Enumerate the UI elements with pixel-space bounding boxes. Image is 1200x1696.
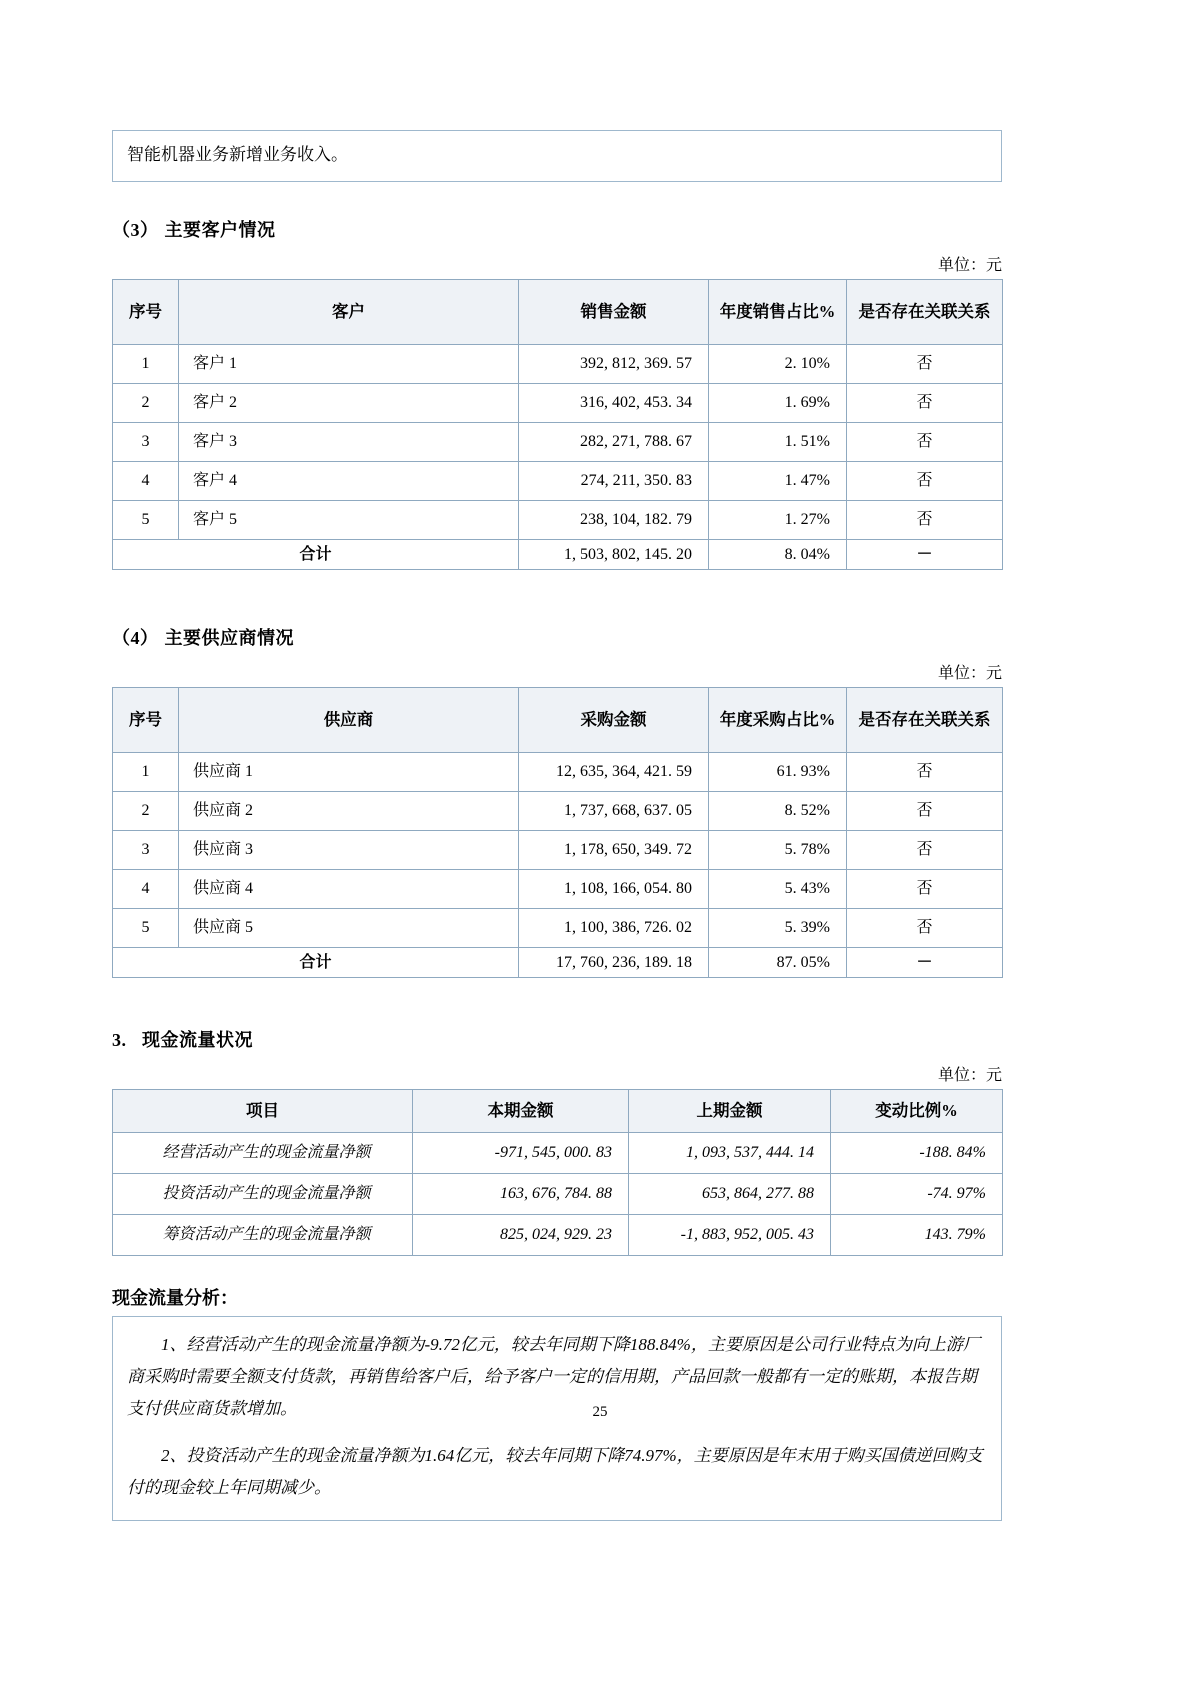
table-row — [113, 461, 1003, 500]
note-text: 智能机器业务新增业务收入。 — [127, 145, 348, 164]
table-row — [113, 869, 1003, 908]
suppliers-unit: 单位：元 — [937, 664, 1002, 682]
cell-previous: 1, 093, 537, 444. 14 — [629, 1132, 831, 1173]
table-row — [113, 1214, 1003, 1255]
cell-related: 否 — [847, 869, 1003, 908]
cell-customer: 客户 4 — [179, 461, 519, 500]
table-row — [113, 1173, 1003, 1214]
heading-customers-number: （3） — [112, 219, 159, 240]
cell-customer: 客户 1 — [179, 344, 519, 383]
cell-supplier: 供应商 4 — [179, 869, 519, 908]
cell-related: 否 — [847, 422, 1003, 461]
cell-change: -188. 84% — [831, 1132, 1003, 1173]
heading-suppliers — [112, 624, 1002, 650]
col-header-ratio: 年度采购占比% — [709, 687, 847, 752]
cell-previous: -1, 883, 952, 005. 43 — [629, 1214, 831, 1255]
analysis-paragraph: 1、经营活动产生的现金流量净额为-9.72亿元，较去年同期下降188.84%，主要原因是公司行业特点为向上游厂商采购时需要全额支付货款，再销售给客户后，给予客户一定的信用期，产品回款一般都有一定的账期，本报告期支付供应商货款增加。 — [127, 1334, 980, 1419]
cell-amount: 238, 104, 182. 79 — [519, 500, 709, 539]
cell-customer: 客户 5 — [179, 500, 519, 539]
note-box — [112, 130, 1002, 182]
cell-no: 1 — [113, 344, 179, 383]
col-header-amount: 销售金额 — [519, 279, 709, 344]
analysis-title: 现金流量分析： — [112, 1287, 238, 1308]
cell-ratio: 5. 43% — [709, 869, 847, 908]
col-header-item: 项目 — [113, 1089, 413, 1132]
table-total-row — [113, 539, 1003, 569]
cell-related: 否 — [847, 752, 1003, 791]
table-row — [113, 1132, 1003, 1173]
cell-amount: 316, 402, 453. 34 — [519, 383, 709, 422]
cell-no: 1 — [113, 752, 179, 791]
cell-no: 5 — [113, 908, 179, 947]
table-row — [113, 791, 1003, 830]
cell-supplier: 供应商 3 — [179, 830, 519, 869]
cell-ratio: 5. 39% — [709, 908, 847, 947]
cell-item: 经营活动产生的现金流量净额 — [113, 1132, 413, 1173]
cell-total-amount: 1, 503, 802, 145. 20 — [519, 539, 709, 569]
cell-change: -74. 97% — [831, 1173, 1003, 1214]
table-header-row — [113, 687, 1003, 752]
table-row — [113, 830, 1003, 869]
cell-no: 3 — [113, 422, 179, 461]
heading-suppliers-title: 主要供应商情况 — [164, 627, 294, 648]
cell-no: 2 — [113, 383, 179, 422]
cell-item: 筹资活动产生的现金流量净额 — [113, 1214, 413, 1255]
heading-cashflow-number: 3. — [112, 1029, 127, 1050]
col-header-no: 序号 — [113, 687, 179, 752]
cell-current: -971, 545, 000. 83 — [413, 1132, 629, 1173]
table-row — [113, 500, 1003, 539]
table-row — [113, 422, 1003, 461]
heading-customers-title: 主要客户情况 — [164, 219, 276, 240]
cell-ratio: 1. 27% — [709, 500, 847, 539]
table-row — [113, 344, 1003, 383]
cell-total-related: － — [847, 539, 1003, 569]
table-header-row — [113, 279, 1003, 344]
col-header-supplier: 供应商 — [179, 687, 519, 752]
table-row — [113, 908, 1003, 947]
cell-amount: 12, 635, 364, 421. 59 — [519, 752, 709, 791]
suppliers-table — [112, 687, 1003, 978]
cell-no: 4 — [113, 869, 179, 908]
col-header-ratio: 年度销售占比% — [709, 279, 847, 344]
col-header-customer: 客户 — [179, 279, 519, 344]
cell-customer: 客户 3 — [179, 422, 519, 461]
cell-related: 否 — [847, 830, 1003, 869]
cell-no: 2 — [113, 791, 179, 830]
cell-ratio: 2. 10% — [709, 344, 847, 383]
col-header-amount: 采购金额 — [519, 687, 709, 752]
cell-no: 4 — [113, 461, 179, 500]
cell-ratio: 5. 78% — [709, 830, 847, 869]
cell-related: 否 — [847, 344, 1003, 383]
cell-total-related: － — [847, 947, 1003, 977]
cell-total-ratio: 8. 04% — [709, 539, 847, 569]
cell-amount: 1, 737, 668, 637. 05 — [519, 791, 709, 830]
col-header-previous: 上期金额 — [629, 1089, 831, 1132]
cell-amount: 274, 211, 350. 83 — [519, 461, 709, 500]
col-header-current: 本期金额 — [413, 1089, 629, 1132]
heading-customers — [112, 216, 1002, 242]
cell-ratio: 1. 69% — [709, 383, 847, 422]
cell-no: 3 — [113, 830, 179, 869]
cell-supplier: 供应商 2 — [179, 791, 519, 830]
cell-customer: 客户 2 — [179, 383, 519, 422]
page-content — [112, 130, 1002, 1521]
heading-suppliers-number: （4） — [112, 627, 159, 648]
table-row — [113, 752, 1003, 791]
cell-amount: 282, 271, 788. 67 — [519, 422, 709, 461]
heading-cashflow — [112, 1026, 1002, 1052]
col-header-related: 是否存在关联关系 — [847, 687, 1003, 752]
cell-ratio: 1. 51% — [709, 422, 847, 461]
cell-related: 否 — [847, 500, 1003, 539]
cell-amount: 1, 100, 386, 726. 02 — [519, 908, 709, 947]
cashflow-table — [112, 1089, 1003, 1256]
cell-previous: 653, 864, 277. 88 — [629, 1173, 831, 1214]
cell-amount: 1, 178, 650, 349. 72 — [519, 830, 709, 869]
col-header-change: 变动比例% — [831, 1089, 1003, 1132]
cell-supplier: 供应商 5 — [179, 908, 519, 947]
col-header-related: 是否存在关联关系 — [847, 279, 1003, 344]
cell-total-label: 合计 — [113, 539, 519, 569]
cell-amount: 1, 108, 166, 054. 80 — [519, 869, 709, 908]
cell-change: 143. 79% — [831, 1214, 1003, 1255]
table-header-row — [113, 1089, 1003, 1132]
cell-total-amount: 17, 760, 236, 189. 18 — [519, 947, 709, 977]
col-header-no: 序号 — [113, 279, 179, 344]
cell-related: 否 — [847, 461, 1003, 500]
customers-table — [112, 279, 1003, 570]
cell-current: 825, 024, 929. 23 — [413, 1214, 629, 1255]
cell-total-label: 合计 — [113, 947, 519, 977]
cashflow-unit: 单位：元 — [937, 1066, 1002, 1084]
table-row — [113, 383, 1003, 422]
analysis-paragraph: 2、投资活动产生的现金流量净额为1.64亿元，较去年同期下降74.97%，主要原因是年末用于购买国债逆回购支付的现金较上年同期减少。 — [127, 1445, 983, 1497]
customers-unit: 单位：元 — [937, 256, 1002, 274]
cell-total-ratio: 87. 05% — [709, 947, 847, 977]
heading-cashflow-title: 现金流量状况 — [142, 1029, 253, 1050]
cell-ratio: 61. 93% — [709, 752, 847, 791]
page-number: 25 — [592, 1404, 608, 1420]
table-total-row — [113, 947, 1003, 977]
cell-no: 5 — [113, 500, 179, 539]
cell-related: 否 — [847, 908, 1003, 947]
cell-item: 投资活动产生的现金流量净额 — [113, 1173, 413, 1214]
cell-supplier: 供应商 1 — [179, 752, 519, 791]
cell-related: 否 — [847, 383, 1003, 422]
cell-amount: 392, 812, 369. 57 — [519, 344, 709, 383]
cell-related: 否 — [847, 791, 1003, 830]
cell-ratio: 8. 52% — [709, 791, 847, 830]
cell-ratio: 1. 47% — [709, 461, 847, 500]
cell-current: 163, 676, 784. 88 — [413, 1173, 629, 1214]
